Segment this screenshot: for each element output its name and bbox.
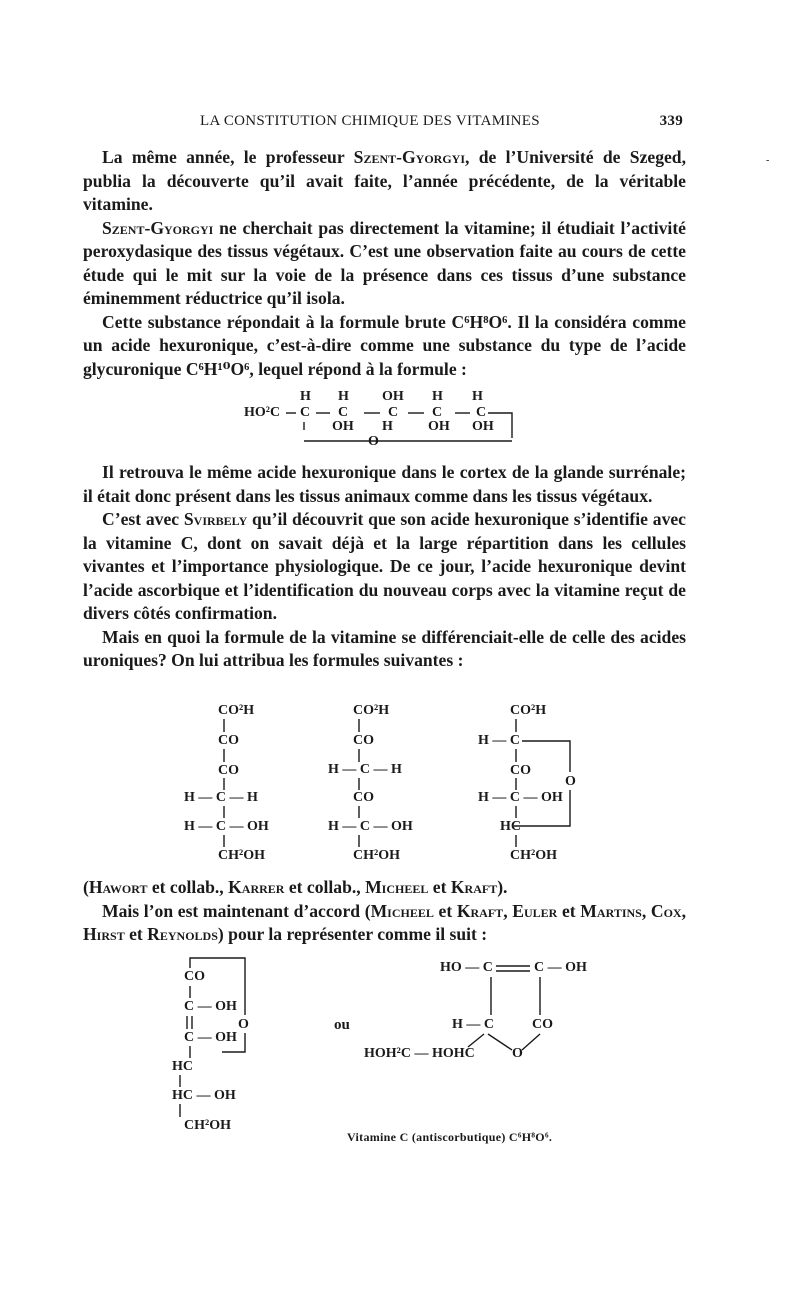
fc-co2h: CO²H <box>510 703 547 718</box>
fa-co2h: CO²H <box>218 703 255 718</box>
fl-ring-oxygen: O <box>238 1017 249 1032</box>
f1-main-c1: C <box>300 405 311 420</box>
fr-hc: H — C <box>452 1017 494 1032</box>
fb-co2: CO <box>353 790 374 805</box>
fl-hcoh: HC — OH <box>172 1088 236 1103</box>
f1-top-h3: H <box>432 389 443 404</box>
paragraph-6: Mais en quoi la formule de la vitamine se différenciait-elle de celle des acides uroniques? On lui attribua les formules suivantes : <box>83 626 686 670</box>
fc-hcoh: H — C — OH <box>478 790 563 805</box>
fc-ch2oh: CH²OH <box>510 848 557 863</box>
fa-co1: CO <box>218 733 239 748</box>
fa-ch2oh: CH²OH <box>218 848 265 863</box>
fr-hoc: HO — C <box>440 960 493 975</box>
fb-hcoh: H — C — OH <box>328 819 413 834</box>
fl-hc: HC <box>172 1059 193 1074</box>
bond <box>488 1034 512 1050</box>
fl-coh2: C — OH <box>184 1030 237 1045</box>
fl-co: CO <box>184 969 205 984</box>
f1-top-h1: H <box>300 389 311 404</box>
f1-top-h2: H <box>338 389 349 404</box>
f1-top-h4: H <box>472 389 483 404</box>
f1-top-oh: OH <box>382 389 404 404</box>
fr-hoh2c-hohc: HOH²C — HOHC <box>364 1046 475 1061</box>
paragraph-7: (Hawort et collab., Karrer et collab., Micheel et Kraft). <box>83 877 508 897</box>
page-number: 339 <box>659 113 683 129</box>
fl-ch2oh: CH²OH <box>184 1118 231 1133</box>
figure-caption: Vitamine C (antiscorbutique) C⁶H⁸O⁶. <box>347 1130 553 1144</box>
fr-ring-oxygen: O <box>512 1046 523 1061</box>
fb-co2h: CO²H <box>353 703 390 718</box>
or-word: ou <box>334 1017 350 1033</box>
f1-main-c3: C <box>388 405 399 420</box>
ring-bond <box>190 958 245 1015</box>
f1-main-c5: C <box>476 405 487 420</box>
running-title: LA CONSTITUTION CHIMIQUE DES VITAMINES <box>200 113 540 129</box>
fc-co: CO <box>510 763 531 778</box>
ring-bond <box>514 790 570 826</box>
ring-bond <box>522 741 570 772</box>
f1-bot-oh1: OH <box>332 419 354 434</box>
bond <box>522 1034 540 1050</box>
f1-bot-oh2: OH <box>428 419 450 434</box>
paragraph-3: Cette substance répondait à la formule brute C⁶H⁸O⁶. Il la considéra comme un acide hexuronique, c’est-à-dire comme une substance du type de l’acide glycuronique C⁶H¹⁰O⁶, lequel répond à la formule : <box>83 311 686 379</box>
fa-hch: H — C — H <box>184 790 258 805</box>
fb-co1: CO <box>353 733 374 748</box>
f1-bot-oh3: OH <box>472 419 494 434</box>
f1-main-ho2c: HO²C <box>244 405 281 420</box>
fl-coh1: C — OH <box>184 999 237 1014</box>
margin-mark: - <box>766 155 770 166</box>
ring-bond <box>488 413 512 438</box>
fa-co2: CO <box>218 763 239 778</box>
paragraph-1: La même année, le professeur Szent-Gyorgyi, de l’Université de Szeged, publia la découverte qu’il avait faite, l’année précédente, de la véritable vitamine. <box>83 147 686 214</box>
fc-hc2: HC <box>500 819 521 834</box>
paragraph-5: C’est avec Svirbely qu’il découvrit que son acide hexuronique s’identifie avec la vitamine C, dont on savait déjà et la large répartition dans les cellules vivantes et l’importance physiologique. De ce jour, l’acide hexuronique devint l’acide ascorbique et l’identification du nouveau corps avec la vitamine reçut de divers côtés confirmation. <box>83 509 686 623</box>
ring-bond <box>222 1033 245 1052</box>
paragraph-2: Szent-Gyorgyi ne cherchait pas directement la vitamine; il étudiait l’activité peroxydasique des tissus végétaux. C’est une observation faite au cours de cette étude qui le mit sur la voie de la présence dans ces tissus d’une substance éminemment réductrice qu’il isola. <box>83 217 686 308</box>
fr-coh: C — OH <box>534 960 587 975</box>
fb-ch2oh: CH²OH <box>353 848 400 863</box>
fr-co: CO <box>532 1017 553 1032</box>
f1-main-c2: C <box>338 405 349 420</box>
f1-main-c4: C <box>432 405 443 420</box>
bond <box>468 1034 484 1047</box>
fc-hc: H — C <box>478 733 520 748</box>
fc-ring-oxygen: O <box>565 774 576 789</box>
paragraph-4: Il retrouva le même acide hexuronique dans le cortex de la glande surrénale; il était donc présent dans les tissus animaux comme dans les tissus végétaux. <box>83 462 686 506</box>
paragraph-8: Mais l’on est maintenant d’accord (Micheel et Kraft, Euler et Martins, Cox, Hirst et Reynolds) pour la représenter comme il suit : <box>83 900 687 944</box>
f1-bot-h: H <box>382 419 393 434</box>
fb-hch: H — C — H <box>328 762 402 777</box>
f1-ring-oxygen: O <box>368 434 379 449</box>
fa-hcoh: H — C — OH <box>184 819 269 834</box>
